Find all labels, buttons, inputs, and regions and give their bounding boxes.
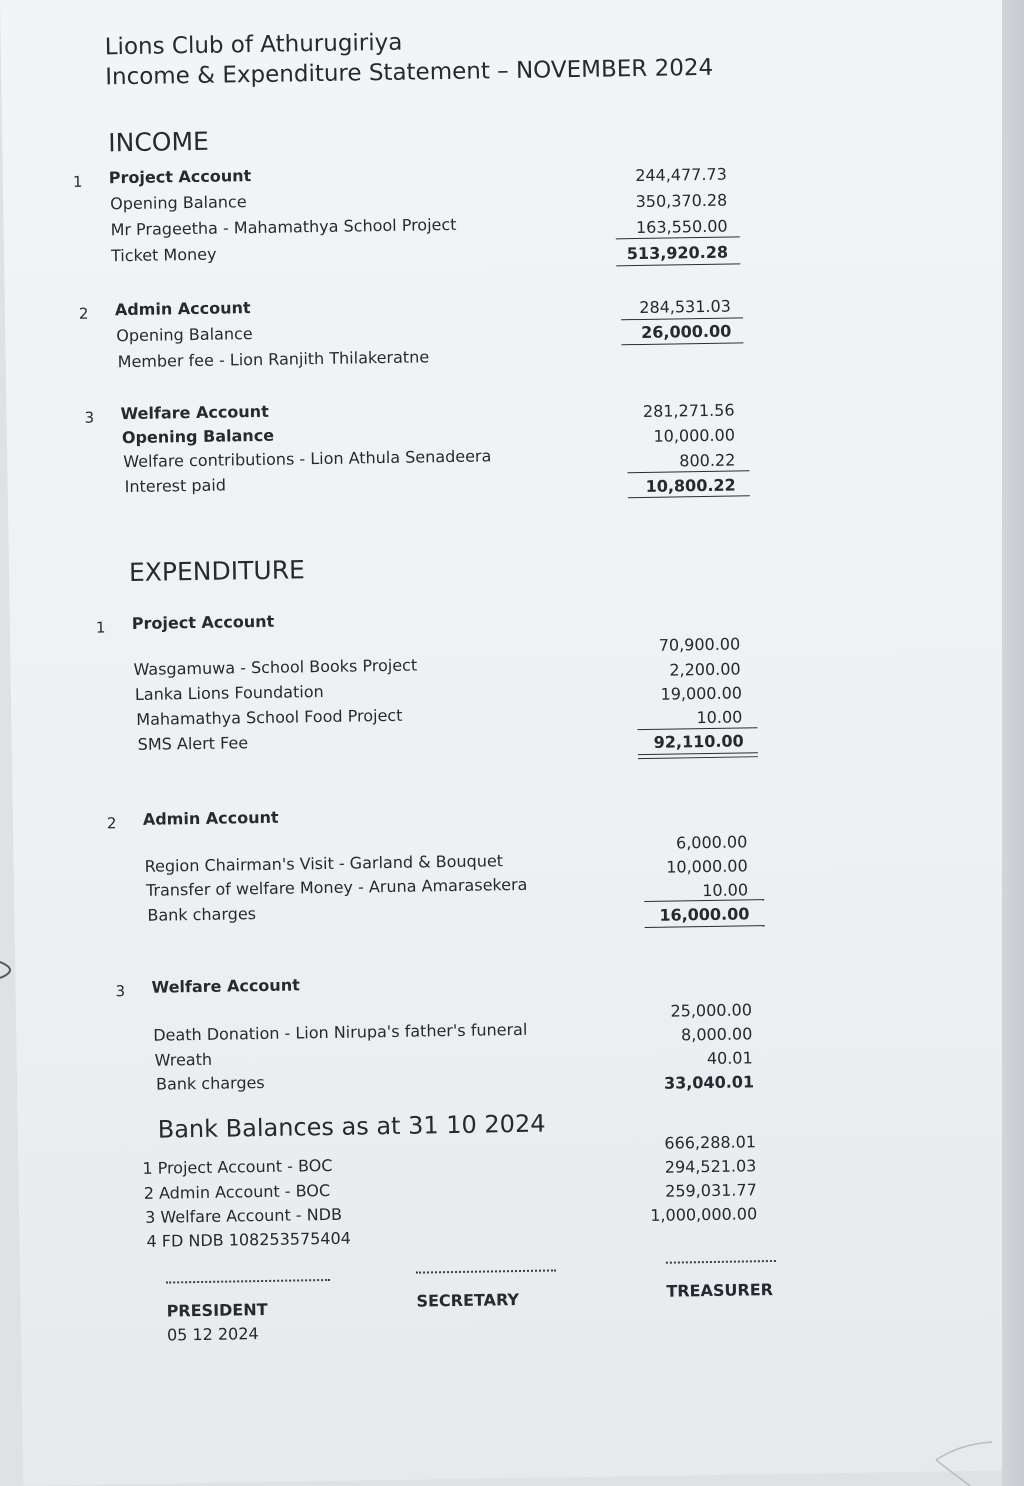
total-underline bbox=[616, 263, 740, 266]
exp-admin-item: Bank charges bbox=[147, 904, 257, 925]
president-label: PRESIDENT bbox=[166, 1299, 268, 1321]
exp-admin-value: 10.00 bbox=[702, 880, 749, 901]
income-welfare-value: 800.22 bbox=[679, 450, 736, 471]
subtotal-line bbox=[621, 317, 743, 320]
president-signature-line bbox=[166, 1279, 330, 1284]
income-welfare-index: 3 bbox=[84, 408, 95, 427]
exp-project-index: 1 bbox=[95, 618, 106, 637]
income-welfare-total: 10,800.22 bbox=[645, 475, 736, 496]
exp-welfare-item: Wreath bbox=[154, 1049, 213, 1070]
treasurer-label: TREASURER bbox=[666, 1280, 774, 1301]
income-admin-item: Opening Balance bbox=[116, 324, 253, 346]
exp-welfare-value: 40.01 bbox=[706, 1048, 753, 1069]
exp-welfare-index: 3 bbox=[115, 982, 126, 1001]
exp-project-item: Wasgamuwa - School Books Project bbox=[133, 655, 418, 679]
bank-balance-value: 259,031.77 bbox=[665, 1180, 757, 1201]
bank-balance-item: 4 FD NDB 108253575404 bbox=[146, 1228, 352, 1251]
club-name: Lions Club of Athurugiriya bbox=[104, 29, 403, 61]
exp-project-item: SMS Alert Fee bbox=[137, 733, 249, 754]
income-welfare-value: 10,000.00 bbox=[653, 425, 736, 446]
total-underline bbox=[645, 925, 765, 928]
exp-project-value: 10.00 bbox=[696, 707, 743, 728]
exp-welfare-total: 33,040.01 bbox=[663, 1072, 755, 1093]
bank-balance-value: 294,521.03 bbox=[664, 1156, 757, 1177]
exp-project-item: Mahamathya School Food Project bbox=[136, 705, 403, 729]
bank-balance-item: 2 Admin Account - BOC bbox=[143, 1180, 331, 1203]
exp-project-total: 92,110.00 bbox=[653, 731, 744, 752]
paper-edge bbox=[1002, 0, 1024, 1486]
page-corner-curl-icon bbox=[930, 1440, 1010, 1486]
secretary-label: SECRETARY bbox=[416, 1290, 520, 1311]
income-welfare-item: Opening Balance bbox=[121, 425, 275, 448]
income-project-title: Project Account bbox=[108, 166, 252, 188]
expenditure-heading: EXPENDITURE bbox=[128, 555, 306, 588]
income-heading: INCOME bbox=[108, 126, 210, 158]
exp-welfare-title: Welfare Account bbox=[151, 975, 300, 997]
exp-admin-item: Region Chairman's Visit - Garland & Bouquet bbox=[144, 851, 504, 876]
signature-date: 05 12 2024 bbox=[166, 1324, 259, 1345]
income-welfare-value: 281,271.56 bbox=[642, 400, 735, 421]
income-admin-total: 26,000.00 bbox=[641, 321, 732, 342]
income-project-item: Ticket Money bbox=[110, 244, 217, 266]
income-welfare-item: Welfare contributions - Lion Athula Senadeera bbox=[123, 446, 492, 472]
income-admin-title: Admin Account bbox=[114, 298, 251, 320]
exp-welfare-value: 25,000.00 bbox=[670, 1000, 753, 1021]
income-project-index: 1 bbox=[72, 172, 83, 191]
exp-admin-value: 6,000.00 bbox=[675, 832, 748, 853]
exp-project-title: Project Account bbox=[131, 611, 275, 634]
exp-project-value: 2,200.00 bbox=[669, 659, 741, 680]
income-project-total: 513,920.28 bbox=[626, 242, 729, 264]
total-double-underline bbox=[638, 752, 758, 759]
exp-project-value: 19,000.00 bbox=[660, 683, 743, 704]
exp-project-value: 70,900.00 bbox=[658, 634, 741, 655]
income-admin-index: 2 bbox=[78, 304, 89, 323]
income-welfare-title: Welfare Account bbox=[120, 401, 269, 424]
bank-balance-value: 666,288.01 bbox=[664, 1132, 757, 1153]
exp-admin-index: 2 bbox=[106, 814, 117, 833]
statement-title: Income & Expenditure Statement – NOVEMBER 2024 bbox=[105, 54, 714, 91]
income-project-item: Opening Balance bbox=[110, 192, 247, 214]
exp-admin-value: 10,000.00 bbox=[666, 856, 748, 877]
income-project-value: 244,477.73 bbox=[635, 164, 727, 186]
income-project-value: 350,370.28 bbox=[635, 190, 728, 212]
treasurer-signature-line bbox=[666, 1260, 776, 1264]
bank-balance-item: 3 Welfare Account - NDB bbox=[144, 1204, 343, 1227]
bank-balance-item: 1 Project Account - BOC bbox=[142, 1155, 333, 1178]
exp-welfare-item: Bank charges bbox=[155, 1072, 265, 1094]
bank-balances-heading: Bank Balances as at 31 10 2024 bbox=[157, 1109, 546, 1144]
exp-admin-total: 16,000.00 bbox=[659, 904, 750, 925]
income-admin-value: 284,531.03 bbox=[639, 296, 732, 317]
exp-welfare-item: Death Donation - Lion Nirupa's father's funeral bbox=[153, 1019, 528, 1045]
exp-project-item: Lanka Lions Foundation bbox=[134, 682, 324, 704]
income-welfare-item: Interest paid bbox=[124, 475, 227, 497]
total-underline bbox=[621, 342, 743, 345]
binder-clip-icon bbox=[0, 958, 16, 982]
income-admin-item: Member fee - Lion Ranjith Thilakeratne bbox=[117, 347, 430, 372]
bank-balance-value: 1,000,000.00 bbox=[650, 1204, 758, 1225]
income-project-item: Mr Prageetha - Mahamathya School Project bbox=[110, 214, 457, 240]
exp-welfare-value: 8,000.00 bbox=[680, 1024, 753, 1045]
secretary-signature-line bbox=[416, 1269, 556, 1273]
exp-admin-item: Transfer of welfare Money - Aruna Amarasekera bbox=[145, 874, 528, 900]
income-project-value: 163,550.00 bbox=[635, 216, 728, 238]
exp-admin-title: Admin Account bbox=[142, 807, 279, 829]
